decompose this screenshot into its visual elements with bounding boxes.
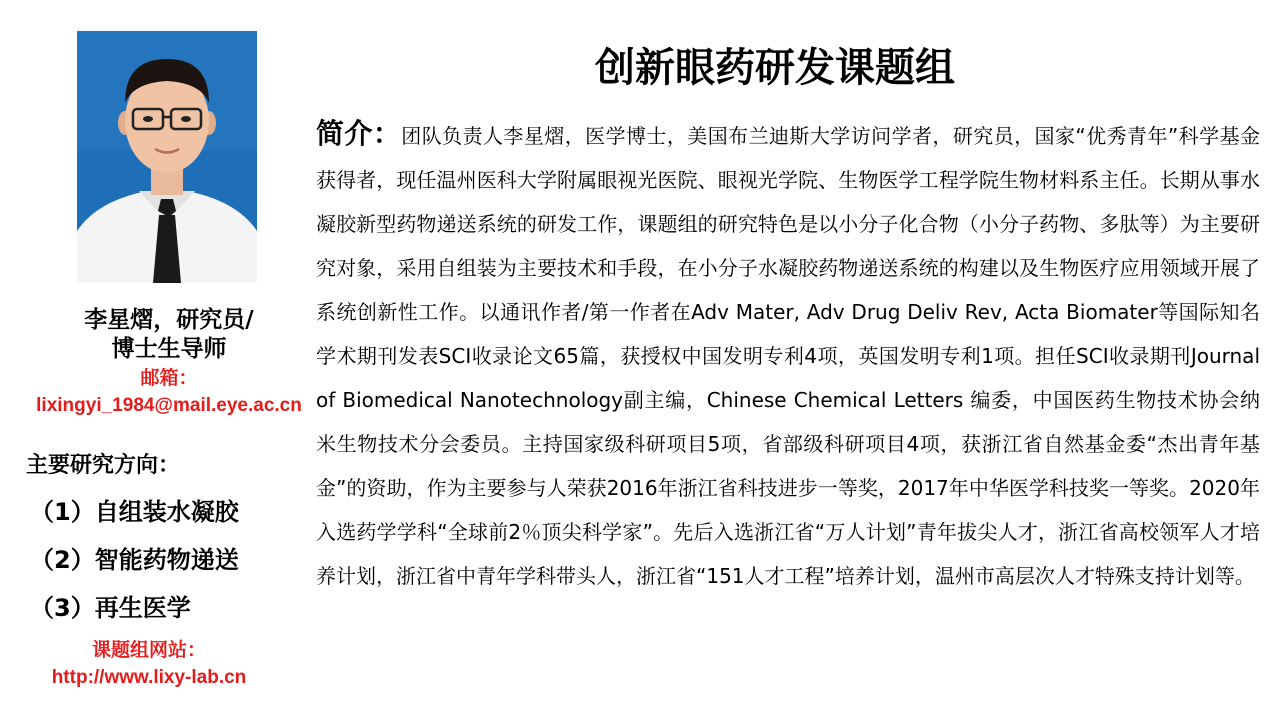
website-link[interactable]: http://www.lixy-lab.cn — [51, 667, 247, 688]
email-address[interactable]: lixingyi_1984@mail.eye.ac.cn — [36, 395, 302, 416]
intro-label: 简介： — [316, 117, 402, 150]
website-block — [0, 636, 298, 692]
portrait-photo — [77, 31, 257, 283]
research-direction-item: （1）自组装水凝胶 — [30, 498, 239, 526]
profile-summary — [0, 306, 338, 420]
page-title: 创新眼药研发课题组 — [595, 45, 955, 91]
website-label: 课题组网站： — [91, 639, 206, 661]
research-direction-item: （3）再生医学 — [30, 594, 191, 622]
email-label: 邮箱： — [140, 367, 198, 389]
research-direction-item: （2）智能药物递送 — [30, 546, 239, 574]
pi-name-line1: 李星熠，研究员/ — [84, 307, 254, 333]
intro-paragraph — [316, 112, 1260, 598]
intro-text: 团队负责人李星熠，医学博士，美国布兰迪斯大学访问学者，研究员，国家“优秀青年”科学基金获得者，现任温州医科大学附属眼视光医院、眼视光学院、生物医学工程学院生物材料系主任。长期从事水凝胶新型药物递送系统的研发工作，课题组的研究特色是以小分子化合物（小分子药物、多肽等）为主要研究对象，采用自组装为主要技术和手段，在小分子水凝胶药物递送系统的构建以及生物医疗应用领域开展了系统创新性工作。以通讯作者/第一作者在Adv Mater, Adv Drug Deliv Rev, Acta Biomater等国际知名学术期刊发表SCI收录论文65篇，获授权中国发明专利4项，英国发明专利1项。担任SCI收录期刊Journal of Biomedical Nanotechnology副主编，Chinese Chemical Letters 编委，中国医药生物技术协会纳米生物技术分会委员。主持国家级科研项目5项，省部级科研项目4项，获浙江省自然基金委“杰出青年基金”的资助，作为主要参与人荣获2016年浙江省科技进步一等奖，2017年中华医学科技奖一等奖。2020年入选药学学科“全球前2％顶尖科学家”。先后入选浙江省“万人计划”青年拔尖人才，浙江省高校领军人才培养计划，浙江省中青年学科带头人，浙江省“151人才工程”培养计划，温州市高层次人才特殊支持计划等。 — [316, 124, 1260, 588]
pi-name-line2: 博士生导师 — [111, 336, 227, 362]
research-directions-heading: 主要研究方向： — [26, 453, 181, 478]
